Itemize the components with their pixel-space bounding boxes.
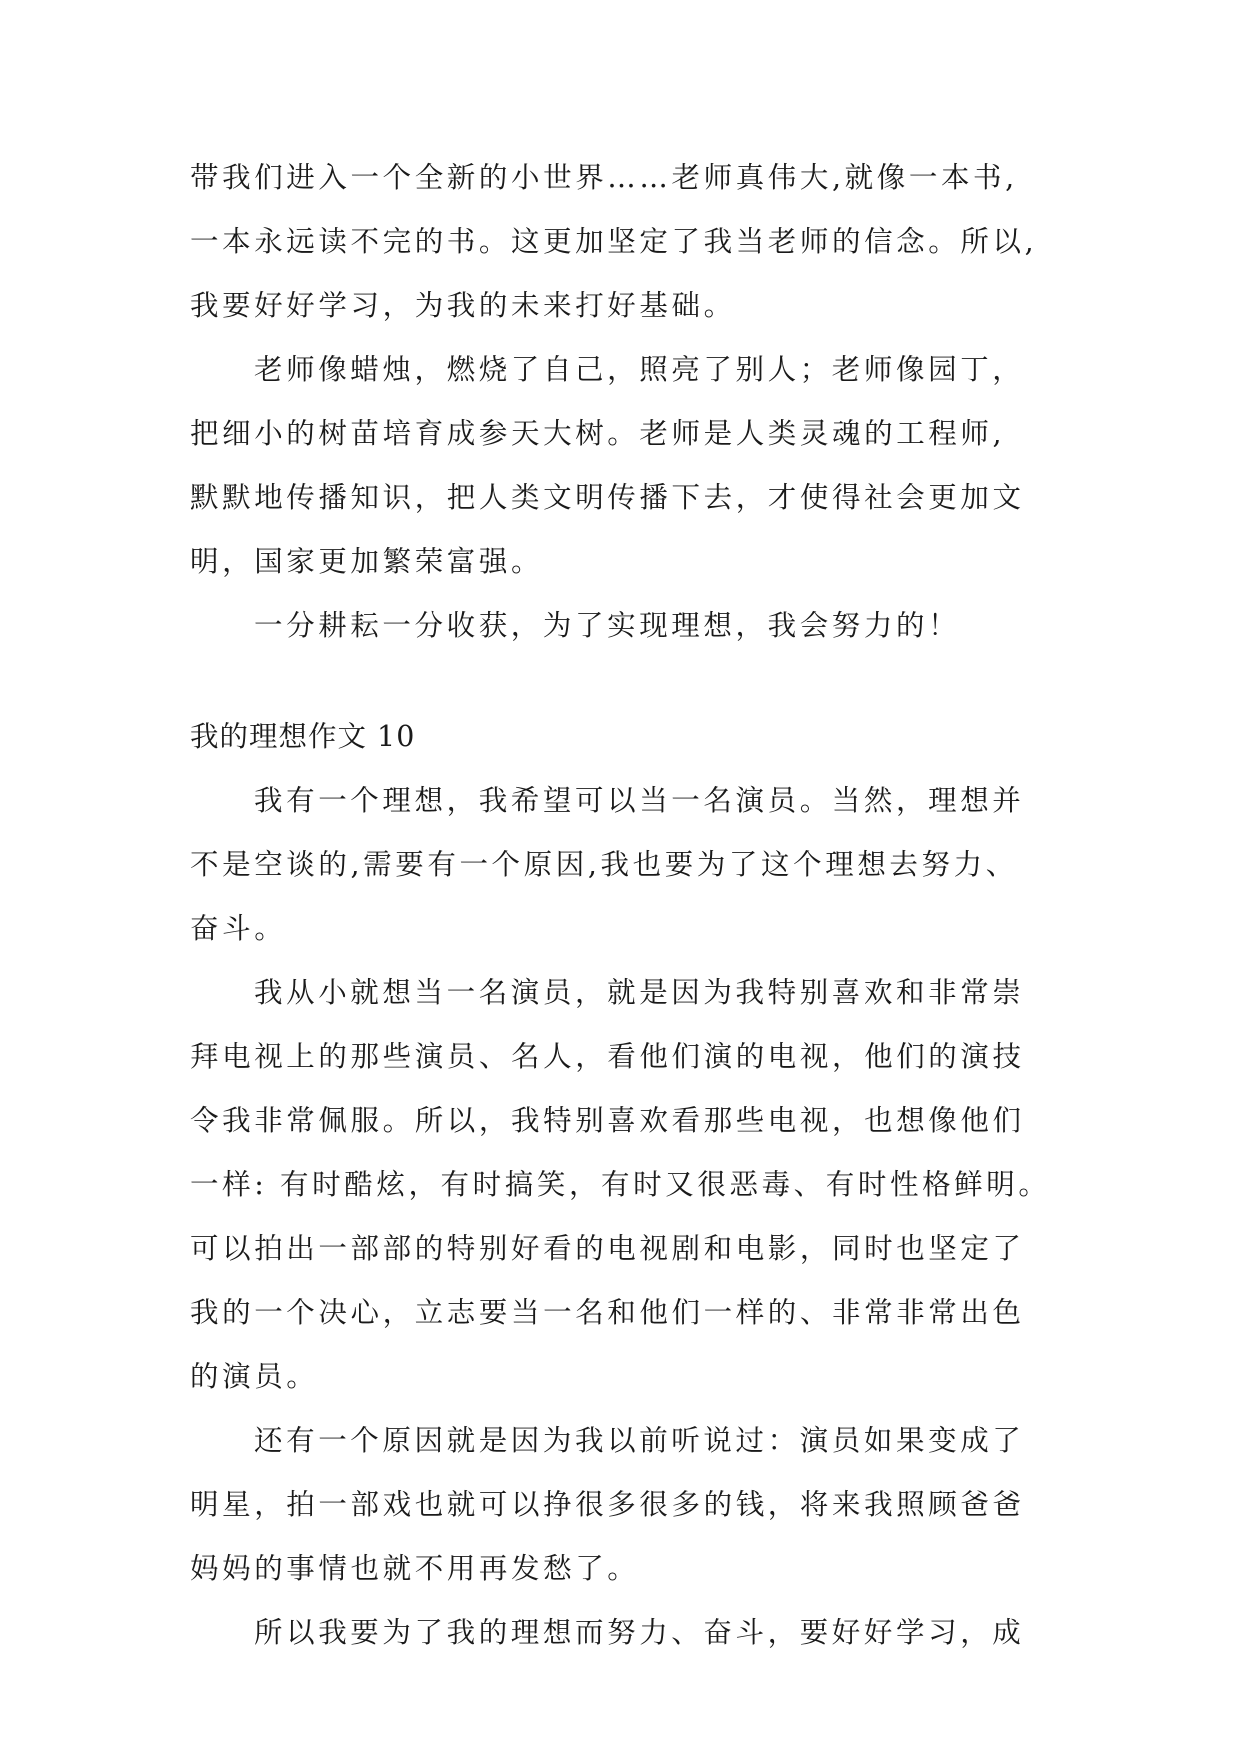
paragraph-line: 我要好好学习，为我的未来打好基础。: [190, 289, 736, 322]
paragraph-line: 默默地传播知识，把人类文明传播下去，才使得社会更加文: [190, 481, 1025, 514]
paragraph-line: 明星，拍一部戏也就可以挣很多很多的钱，将来我照顾爸爸: [190, 1488, 1025, 1521]
paragraph-line: 奋斗。: [190, 912, 287, 945]
paragraph-line: 所以我要为了我的理想而努力、奋斗，要好好学习，成: [254, 1616, 1025, 1649]
paragraph-line: 老师像蜡烛，燃烧了自己，照亮了别人；老师像园丁，: [254, 353, 1025, 386]
paragraph-line: 我从小就想当一名演员，就是因为我特别喜欢和非常崇: [254, 976, 1025, 1009]
paragraph-line: 明，国家更加繁荣富强。: [190, 545, 544, 578]
paragraph-line: 一样: 有时酷炫，有时搞笑，有时又很恶毒、有时性格鲜明。: [190, 1168, 1051, 1201]
paragraph-line: 不是空谈的,需要有一个原因,我也要为了这个理想去努力、: [190, 848, 1018, 881]
paragraph-line: 一分耕耘一分收获，为了实现理想，我会努力的！: [254, 609, 961, 642]
paragraph-line: 令我非常佩服。所以，我特别喜欢看那些电视，也想像他们: [190, 1104, 1025, 1137]
paragraph-line: 拜电视上的那些演员、名人，看他们演的电视，他们的演技: [190, 1040, 1025, 1073]
paragraph-line: 我的一个决心，立志要当一名和他们一样的、非常非常出色: [190, 1296, 1025, 1329]
paragraph-line: 还有一个原因就是因为我以前听说过：演员如果变成了: [254, 1424, 1025, 1457]
section-title: 我的理想作文 10: [190, 720, 416, 753]
paragraph-line: 我有一个理想，我希望可以当一名演员。当然，理想并: [254, 784, 1025, 817]
paragraph-line: 可以拍出一部部的特别好看的电视剧和电影，同时也坚定了: [190, 1232, 1025, 1265]
paragraph-line: 妈妈的事情也就不用再发愁了。: [190, 1552, 640, 1585]
paragraph-line: 一本永远读不完的书。这更加坚定了我当老师的信念。所以,: [190, 225, 1038, 258]
paragraph-line: 把细小的树苗培育成参天大树。老师是人类灵魂的工程师,: [190, 417, 1006, 450]
paragraph-line: 的演员。: [190, 1360, 319, 1393]
paragraph-line: 带我们进入一个全新的小世界……老师真伟大,就像一本书,: [190, 161, 1018, 194]
